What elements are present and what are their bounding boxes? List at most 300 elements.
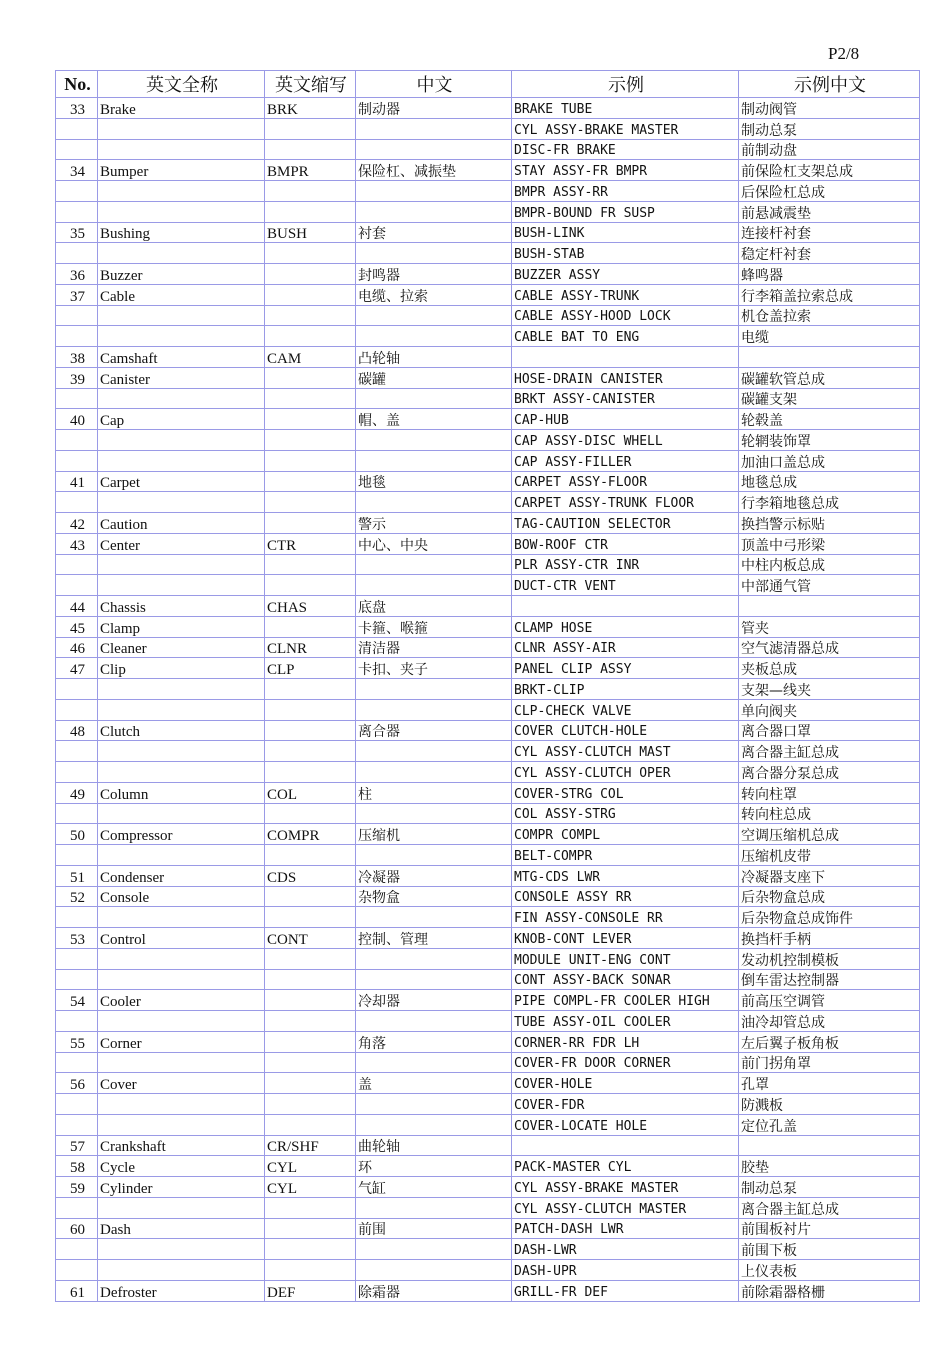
cell-example-chinese: 前制动盘	[739, 139, 920, 160]
cell-english-abbr	[265, 1031, 356, 1052]
cell-chinese: 控制、管理	[356, 928, 512, 949]
cell-example-chinese: 连接杆衬套	[739, 222, 920, 243]
cell-example-chinese: 后保险杠总成	[739, 181, 920, 202]
table-row	[56, 1073, 920, 1094]
header-english-abbr: 英文缩写	[265, 71, 356, 98]
cell-english-abbr	[265, 1073, 356, 1094]
cell-english-full: Condenser	[98, 865, 265, 886]
cell-english-abbr	[265, 388, 356, 409]
table-row	[56, 637, 920, 658]
cell-no	[56, 1052, 98, 1073]
cell-english-abbr	[265, 1218, 356, 1239]
cell-english-abbr	[265, 1011, 356, 1032]
cell-example: COVER-STRG COL	[512, 782, 739, 803]
cell-english-abbr	[265, 616, 356, 637]
cell-chinese: 电缆、拉索	[356, 284, 512, 305]
cell-example: STAY ASSY-FR BMPR	[512, 160, 739, 181]
cell-example: BELT-COMPR	[512, 845, 739, 866]
cell-example-chinese: 前保险杠支架总成	[739, 160, 920, 181]
cell-example-chinese: 前围下板	[739, 1239, 920, 1260]
cell-english-full	[98, 326, 265, 347]
cell-english-abbr	[265, 907, 356, 928]
cell-chinese: 封鸣器	[356, 264, 512, 285]
cell-no: 40	[56, 409, 98, 430]
cell-example: COMPR COMPL	[512, 824, 739, 845]
cell-chinese	[356, 450, 512, 471]
cell-example-chinese: 行李箱地毯总成	[739, 492, 920, 513]
table-row	[56, 741, 920, 762]
cell-example-chinese: 管夹	[739, 616, 920, 637]
cell-english-abbr	[265, 886, 356, 907]
cell-chinese	[356, 762, 512, 783]
table-row	[56, 803, 920, 824]
cell-example: PACK-MASTER CYL	[512, 1156, 739, 1177]
cell-english-abbr: BMPR	[265, 160, 356, 181]
cell-example: CORNER-RR FDR LH	[512, 1031, 739, 1052]
cell-example: BOW-ROOF CTR	[512, 533, 739, 554]
cell-example-chinese: 前除霜器格栅	[739, 1280, 920, 1301]
cell-no	[56, 1260, 98, 1281]
cell-chinese: 卡箍、喉箍	[356, 616, 512, 637]
table-row	[56, 139, 920, 160]
cell-chinese	[356, 305, 512, 326]
cell-english-abbr	[265, 284, 356, 305]
cell-english-full: Dash	[98, 1218, 265, 1239]
cell-english-full: Cable	[98, 284, 265, 305]
cell-english-abbr: COL	[265, 782, 356, 803]
table-row	[56, 720, 920, 741]
cell-english-full: Center	[98, 533, 265, 554]
cell-example-chinese: 发动机控制模板	[739, 948, 920, 969]
cell-english-abbr	[265, 243, 356, 264]
table-row	[56, 347, 920, 368]
cell-example: CARPET ASSY-FLOOR	[512, 471, 739, 492]
cell-example-chinese: 电缆	[739, 326, 920, 347]
cell-example: MTG-CDS LWR	[512, 865, 739, 886]
cell-example: GRILL-FR DEF	[512, 1280, 739, 1301]
cell-example-chinese: 制动总泵	[739, 118, 920, 139]
cell-example-chinese	[739, 347, 920, 368]
cell-no	[56, 1197, 98, 1218]
cell-english-abbr: CLNR	[265, 637, 356, 658]
cell-english-abbr	[265, 450, 356, 471]
cell-english-abbr	[265, 264, 356, 285]
cell-chinese	[356, 1011, 512, 1032]
cell-example-chinese: 机仓盖拉索	[739, 305, 920, 326]
table-row	[56, 928, 920, 949]
cell-english-full: Compressor	[98, 824, 265, 845]
cell-no: 42	[56, 513, 98, 534]
cell-english-full	[98, 1094, 265, 1115]
cell-english-abbr	[265, 139, 356, 160]
cell-english-abbr	[265, 1114, 356, 1135]
cell-english-abbr	[265, 720, 356, 741]
cell-example: KNOB-CONT LEVER	[512, 928, 739, 949]
cell-example-chinese: 制动总泵	[739, 1177, 920, 1198]
cell-example-chinese: 轮辋装饰罩	[739, 430, 920, 451]
cell-english-full	[98, 845, 265, 866]
cell-no	[56, 1011, 98, 1032]
cell-chinese	[356, 1052, 512, 1073]
cell-english-full: Corner	[98, 1031, 265, 1052]
cell-example-chinese: 蜂鸣器	[739, 264, 920, 285]
cell-english-full: Clip	[98, 658, 265, 679]
cell-english-full	[98, 948, 265, 969]
cell-example: CAP ASSY-DISC WHELL	[512, 430, 739, 451]
cell-english-abbr	[265, 471, 356, 492]
table-row	[56, 990, 920, 1011]
glossary-table	[55, 70, 920, 1302]
cell-example: TUBE ASSY-OIL COOLER	[512, 1011, 739, 1032]
cell-english-abbr	[265, 430, 356, 451]
cell-example	[512, 1135, 739, 1156]
cell-no: 47	[56, 658, 98, 679]
cell-no	[56, 326, 98, 347]
cell-english-abbr	[265, 679, 356, 700]
cell-no	[56, 554, 98, 575]
cell-example: COVER-LOCATE HOLE	[512, 1114, 739, 1135]
cell-english-abbr	[265, 803, 356, 824]
cell-english-full	[98, 1260, 265, 1281]
cell-chinese: 清洁器	[356, 637, 512, 658]
cell-no	[56, 181, 98, 202]
cell-english-abbr	[265, 367, 356, 388]
cell-chinese	[356, 430, 512, 451]
cell-example-chinese: 胶垫	[739, 1156, 920, 1177]
cell-english-abbr: BUSH	[265, 222, 356, 243]
cell-english-full	[98, 969, 265, 990]
table-row	[56, 1031, 920, 1052]
cell-example: HOSE-DRAIN CANISTER	[512, 367, 739, 388]
cell-chinese: 角落	[356, 1031, 512, 1052]
cell-english-full	[98, 450, 265, 471]
cell-no: 41	[56, 471, 98, 492]
cell-example-chinese: 后杂物盒总成饰件	[739, 907, 920, 928]
cell-chinese: 柱	[356, 782, 512, 803]
cell-no	[56, 492, 98, 513]
table-row	[56, 367, 920, 388]
cell-example-chinese: 后杂物盒总成	[739, 886, 920, 907]
cell-english-abbr: CHAS	[265, 596, 356, 617]
cell-example-chinese: 稳定杆衬套	[739, 243, 920, 264]
table-row	[56, 845, 920, 866]
cell-english-full	[98, 803, 265, 824]
cell-example: CABLE ASSY-TRUNK	[512, 284, 739, 305]
cell-chinese: 环	[356, 1156, 512, 1177]
cell-no: 36	[56, 264, 98, 285]
cell-english-abbr	[265, 699, 356, 720]
cell-english-full: Camshaft	[98, 347, 265, 368]
cell-english-abbr	[265, 118, 356, 139]
cell-example: DUCT-CTR VENT	[512, 575, 739, 596]
cell-english-full: Defroster	[98, 1280, 265, 1301]
cell-english-full: Brake	[98, 98, 265, 119]
cell-english-abbr	[265, 948, 356, 969]
cell-example-chinese	[739, 1135, 920, 1156]
table-row	[56, 243, 920, 264]
table-row	[56, 554, 920, 575]
table-row	[56, 284, 920, 305]
cell-no: 53	[56, 928, 98, 949]
cell-chinese	[356, 181, 512, 202]
cell-no	[56, 907, 98, 928]
cell-example-chinese: 单向阀夹	[739, 699, 920, 720]
cell-chinese: 帽、盖	[356, 409, 512, 430]
cell-no: 54	[56, 990, 98, 1011]
cell-example: BMPR ASSY-RR	[512, 181, 739, 202]
cell-english-abbr: COMPR	[265, 824, 356, 845]
cell-english-full: Bushing	[98, 222, 265, 243]
cell-english-full	[98, 1011, 265, 1032]
cell-example: DASH-LWR	[512, 1239, 739, 1260]
cell-example-chinese: 换挡警示标贴	[739, 513, 920, 534]
cell-english-abbr	[265, 1094, 356, 1115]
cell-english-abbr	[265, 492, 356, 513]
table-row	[56, 1135, 920, 1156]
header-example-chinese: 示例中文	[739, 71, 920, 98]
cell-example-chinese: 左后翼子板角板	[739, 1031, 920, 1052]
cell-no	[56, 118, 98, 139]
cell-example-chinese: 支架—线夹	[739, 679, 920, 700]
cell-example: PANEL CLIP ASSY	[512, 658, 739, 679]
cell-english-abbr	[265, 513, 356, 534]
cell-chinese	[356, 139, 512, 160]
cell-english-full: Canister	[98, 367, 265, 388]
cell-english-full	[98, 575, 265, 596]
cell-english-full	[98, 139, 265, 160]
cell-example: COL ASSY-STRG	[512, 803, 739, 824]
table-row	[56, 762, 920, 783]
cell-english-abbr	[265, 575, 356, 596]
cell-chinese	[356, 1094, 512, 1115]
cell-no	[56, 803, 98, 824]
cell-english-full: Crankshaft	[98, 1135, 265, 1156]
cell-example-chinese: 前悬减震垫	[739, 201, 920, 222]
cell-english-full: Cycle	[98, 1156, 265, 1177]
table-row	[56, 865, 920, 886]
cell-english-full: Cover	[98, 1073, 265, 1094]
cell-example: COVER-FDR	[512, 1094, 739, 1115]
cell-english-abbr: CONT	[265, 928, 356, 949]
cell-chinese: 气缸	[356, 1177, 512, 1198]
cell-english-abbr	[265, 741, 356, 762]
cell-example: BUZZER ASSY	[512, 264, 739, 285]
cell-no	[56, 741, 98, 762]
cell-example: TAG-CAUTION SELECTOR	[512, 513, 739, 534]
cell-english-full: Cooler	[98, 990, 265, 1011]
cell-no: 39	[56, 367, 98, 388]
cell-english-full: Clutch	[98, 720, 265, 741]
cell-example-chinese: 冷凝器支座下	[739, 865, 920, 886]
cell-no: 57	[56, 1135, 98, 1156]
cell-english-abbr	[265, 201, 356, 222]
cell-chinese	[356, 326, 512, 347]
cell-chinese: 制动器	[356, 98, 512, 119]
cell-chinese	[356, 1197, 512, 1218]
cell-english-abbr	[265, 409, 356, 430]
cell-example: CAP ASSY-FILLER	[512, 450, 739, 471]
table-row	[56, 969, 920, 990]
cell-chinese: 警示	[356, 513, 512, 534]
cell-example-chinese: 轮毂盖	[739, 409, 920, 430]
table-row	[56, 596, 920, 617]
cell-english-abbr	[265, 969, 356, 990]
cell-chinese: 离合器	[356, 720, 512, 741]
table-row	[56, 160, 920, 181]
cell-no: 43	[56, 533, 98, 554]
cell-no	[56, 1114, 98, 1135]
cell-example: CLP-CHECK VALVE	[512, 699, 739, 720]
cell-english-full	[98, 699, 265, 720]
cell-english-full	[98, 1239, 265, 1260]
table-row	[56, 886, 920, 907]
cell-english-full: Bumper	[98, 160, 265, 181]
cell-example-chinese: 碳罐支架	[739, 388, 920, 409]
cell-example-chinese: 防溅板	[739, 1094, 920, 1115]
cell-chinese	[356, 575, 512, 596]
cell-chinese	[356, 907, 512, 928]
cell-english-abbr: CAM	[265, 347, 356, 368]
table-row	[56, 1239, 920, 1260]
cell-english-abbr	[265, 1052, 356, 1073]
table-row	[56, 264, 920, 285]
cell-chinese: 中心、中央	[356, 533, 512, 554]
cell-example-chinese: 离合器主缸总成	[739, 1197, 920, 1218]
cell-english-full: Column	[98, 782, 265, 803]
cell-english-full	[98, 181, 265, 202]
cell-english-abbr: CDS	[265, 865, 356, 886]
table-row	[56, 782, 920, 803]
cell-english-abbr	[265, 554, 356, 575]
cell-english-abbr: DEF	[265, 1280, 356, 1301]
table-row	[56, 533, 920, 554]
cell-example-chinese: 定位孔盖	[739, 1114, 920, 1135]
cell-no: 59	[56, 1177, 98, 1198]
table-row	[56, 388, 920, 409]
cell-example: CYL ASSY-CLUTCH MAST	[512, 741, 739, 762]
table-row	[56, 326, 920, 347]
cell-example: BUSH-LINK	[512, 222, 739, 243]
cell-english-abbr	[265, 305, 356, 326]
cell-example: CLAMP HOSE	[512, 616, 739, 637]
table-row	[56, 1177, 920, 1198]
table-row	[56, 181, 920, 202]
cell-example-chinese: 空调压缩机总成	[739, 824, 920, 845]
cell-chinese	[356, 554, 512, 575]
table-row	[56, 201, 920, 222]
cell-chinese: 凸轮轴	[356, 347, 512, 368]
cell-english-abbr: CYL	[265, 1156, 356, 1177]
table-row	[56, 1114, 920, 1135]
cell-example-chinese: 油冷却管总成	[739, 1011, 920, 1032]
cell-example-chinese: 制动阀管	[739, 98, 920, 119]
cell-english-full	[98, 1052, 265, 1073]
cell-english-full	[98, 741, 265, 762]
cell-english-full: Control	[98, 928, 265, 949]
cell-example-chinese: 压缩机皮带	[739, 845, 920, 866]
header-no: No.	[56, 71, 98, 98]
table-row	[56, 118, 920, 139]
cell-example: PATCH-DASH LWR	[512, 1218, 739, 1239]
cell-english-full	[98, 430, 265, 451]
cell-no	[56, 1094, 98, 1115]
cell-english-full	[98, 243, 265, 264]
cell-example: FIN ASSY-CONSOLE RR	[512, 907, 739, 928]
cell-no: 45	[56, 616, 98, 637]
cell-chinese: 碳罐	[356, 367, 512, 388]
cell-example: CABLE ASSY-HOOD LOCK	[512, 305, 739, 326]
cell-example-chinese: 碳罐软管总成	[739, 367, 920, 388]
cell-no: 38	[56, 347, 98, 368]
table-row	[56, 575, 920, 596]
table-row	[56, 450, 920, 471]
cell-example: CLNR ASSY-AIR	[512, 637, 739, 658]
cell-english-full	[98, 1114, 265, 1135]
cell-english-abbr	[265, 1239, 356, 1260]
cell-chinese: 除霜器	[356, 1280, 512, 1301]
cell-english-full: Cleaner	[98, 637, 265, 658]
cell-no	[56, 243, 98, 264]
cell-no	[56, 679, 98, 700]
table-row	[56, 658, 920, 679]
cell-example: CONSOLE ASSY RR	[512, 886, 739, 907]
cell-example: PLR ASSY-CTR INR	[512, 554, 739, 575]
cell-no	[56, 575, 98, 596]
table-row	[56, 907, 920, 928]
cell-english-full	[98, 388, 265, 409]
table-row	[56, 1156, 920, 1177]
cell-english-abbr	[265, 181, 356, 202]
cell-no: 33	[56, 98, 98, 119]
table-row	[56, 305, 920, 326]
table-row	[56, 948, 920, 969]
cell-english-full	[98, 305, 265, 326]
cell-chinese	[356, 845, 512, 866]
cell-chinese	[356, 492, 512, 513]
cell-example: COVER-HOLE	[512, 1073, 739, 1094]
cell-no: 50	[56, 824, 98, 845]
cell-chinese	[356, 1239, 512, 1260]
cell-example-chinese: 换挡杆手柄	[739, 928, 920, 949]
cell-no	[56, 450, 98, 471]
table-row	[56, 679, 920, 700]
cell-example: BRAKE TUBE	[512, 98, 739, 119]
table-row	[56, 1094, 920, 1115]
cell-english-full: Console	[98, 886, 265, 907]
cell-chinese	[356, 1114, 512, 1135]
table-row	[56, 1218, 920, 1239]
cell-english-abbr: CR/SHF	[265, 1135, 356, 1156]
cell-example-chinese: 空气滤清器总成	[739, 637, 920, 658]
cell-chinese	[356, 969, 512, 990]
cell-example-chinese: 倒车雷达控制器	[739, 969, 920, 990]
cell-chinese: 地毯	[356, 471, 512, 492]
cell-english-full	[98, 492, 265, 513]
cell-chinese	[356, 243, 512, 264]
cell-english-abbr	[265, 762, 356, 783]
cell-chinese: 盖	[356, 1073, 512, 1094]
table-row	[56, 471, 920, 492]
cell-example: CYL ASSY-CLUTCH MASTER	[512, 1197, 739, 1218]
cell-chinese: 曲轮轴	[356, 1135, 512, 1156]
cell-no: 37	[56, 284, 98, 305]
cell-english-full	[98, 201, 265, 222]
cell-example: BRKT-CLIP	[512, 679, 739, 700]
cell-example: CYL ASSY-CLUTCH OPER	[512, 762, 739, 783]
cell-chinese	[356, 679, 512, 700]
cell-example-chinese: 加油口盖总成	[739, 450, 920, 471]
cell-no	[56, 388, 98, 409]
